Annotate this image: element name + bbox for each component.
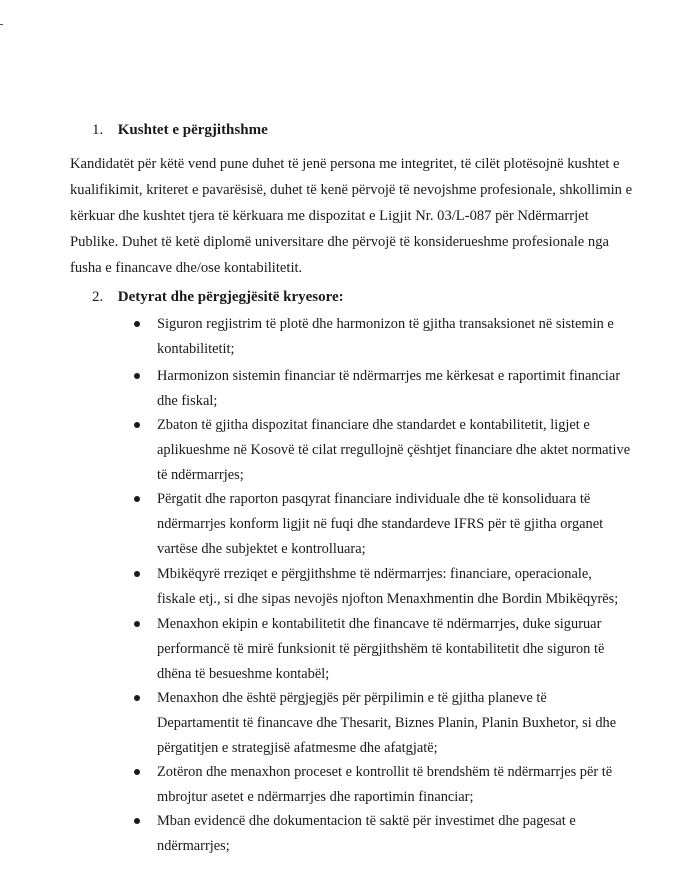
list-item-text [157,562,627,612]
bullet-icon [134,373,140,379]
section-2-title: Detyrat dhe përgjegjësitë kryesore: [117,289,344,305]
list-item-line: performancë të mirë funksionit të përgjithshëm të kontabilitetit dhe siguron të [157,641,605,657]
list-item-text [157,809,627,859]
list-item-line: ndërmarrjes konform ligjit në fuqi dhe standardeve IFRS për të gjitha organet [157,516,604,532]
list-item-line: të ndërmarrjes; [157,467,244,483]
section-1-heading [92,122,268,139]
paragraph-line: kualifikimit, kriteret e pavarësisë, duhet të kenë përvojë të nevojshme profesionale, shkollimin e [70,182,633,198]
bullet-icon [134,818,140,824]
list-item-line: vartëse dhe subjektet e kontrolluara; [157,541,366,557]
section-2-number: 2. [92,289,104,305]
section-1-paragraph [70,151,633,281]
section-1-title: Kushtet e përgjithshme [117,122,268,138]
bullet-icon [134,496,140,502]
list-item-line: Harmonizon sistemin financiar të ndërmarrjes me kërkesat e raportimit financiar [157,368,621,384]
list-item-line: përgatitjen e strategjisë afatmesme dhe afatgjatë; [157,740,438,756]
list-item-text [157,413,631,488]
list-item-line: Mbikëqyrë rreziqet e përgjithshme të ndërmarrjes: financiare, operacionale, [157,566,592,582]
list-item-text [157,760,627,810]
list-item-line: dhe fiskal; [157,393,218,409]
list-item-line: Departamentit të financave dhe Thesarit, Biznes Planin, Planin Buxhetor, si dhe [157,715,617,731]
list-item-text [157,487,627,562]
bullet-icon [134,571,140,577]
section-2-heading [92,289,344,306]
list-item-line: Mban evidencë dhe dokumentacion të saktë për investimet dhe pagesat e [157,813,576,829]
bullet-icon [134,321,140,327]
list-item-line: dhëna të besueshme kontabël; [157,666,330,682]
list-item-line: Menaxhon dhe është përgjegjës për përpilimin e të gjitha planeve të [157,690,547,706]
paragraph-line: Publike. Duhet të ketë diplomë universitare dhe përvojë të konsiderueshme profesionale nga [70,234,609,250]
list-item-line: Përgatit dhe raporton pasqyrat financiare individuale dhe të konsoliduara të [157,491,591,507]
paragraph-line: fusha e financave dhe/ose kontabilitetit. [70,260,303,276]
list-item-line: mbrojtur asetet e ndërmarrjes dhe raportimin financiar; [157,789,474,805]
bullet-icon [134,769,140,775]
list-item-line: fiskale etj., si dhe sipas nevojës njofton Menaxhmentin dhe Bordin Mbikëqyrës; [157,591,619,607]
list-item-text [157,312,627,362]
bullet-icon [134,621,140,627]
list-item-line: Zbaton të gjitha dispozitat financiare dhe standardet e kontabilitetit, ligjet e [157,417,590,433]
section-1-number: 1. [92,122,104,138]
list-item-text [157,612,627,687]
list-item-text [157,686,627,761]
bullet-icon [134,695,140,701]
list-item-line: kontabilitetit; [157,341,235,357]
paragraph-line: Kandidatët për këtë vend pune duhet të jenë persona me integritet, të cilët plotësojnë kushtet e [70,156,620,172]
list-item-line: Menaxhon ekipin e kontabilitetit dhe financave të ndërmarrjes, duke siguruar [157,616,602,632]
list-item-line: Siguron regjistrim të plotë dhe harmonizon të gjitha transaksionet në sistemin e [157,316,614,332]
list-item-text [157,364,627,414]
list-item-line: aplikueshme në Kosovë të cilat rregullojnë çështjet financiare dhe aktet normative [157,442,631,458]
scan-mark [0,24,3,25]
paragraph-line: kërkuar dhe kushtet tjera të kërkuara me dispozitat e Ligjit Nr. 03/L-087 për Ndërmarrjet [70,208,589,224]
list-item-line: ndërmarrjes; [157,838,230,854]
list-item-line: Zotëron dhe menaxhon proceset e kontrollit të brendshëm të ndërmarrjes për të [157,764,613,780]
bullet-icon [134,422,140,428]
